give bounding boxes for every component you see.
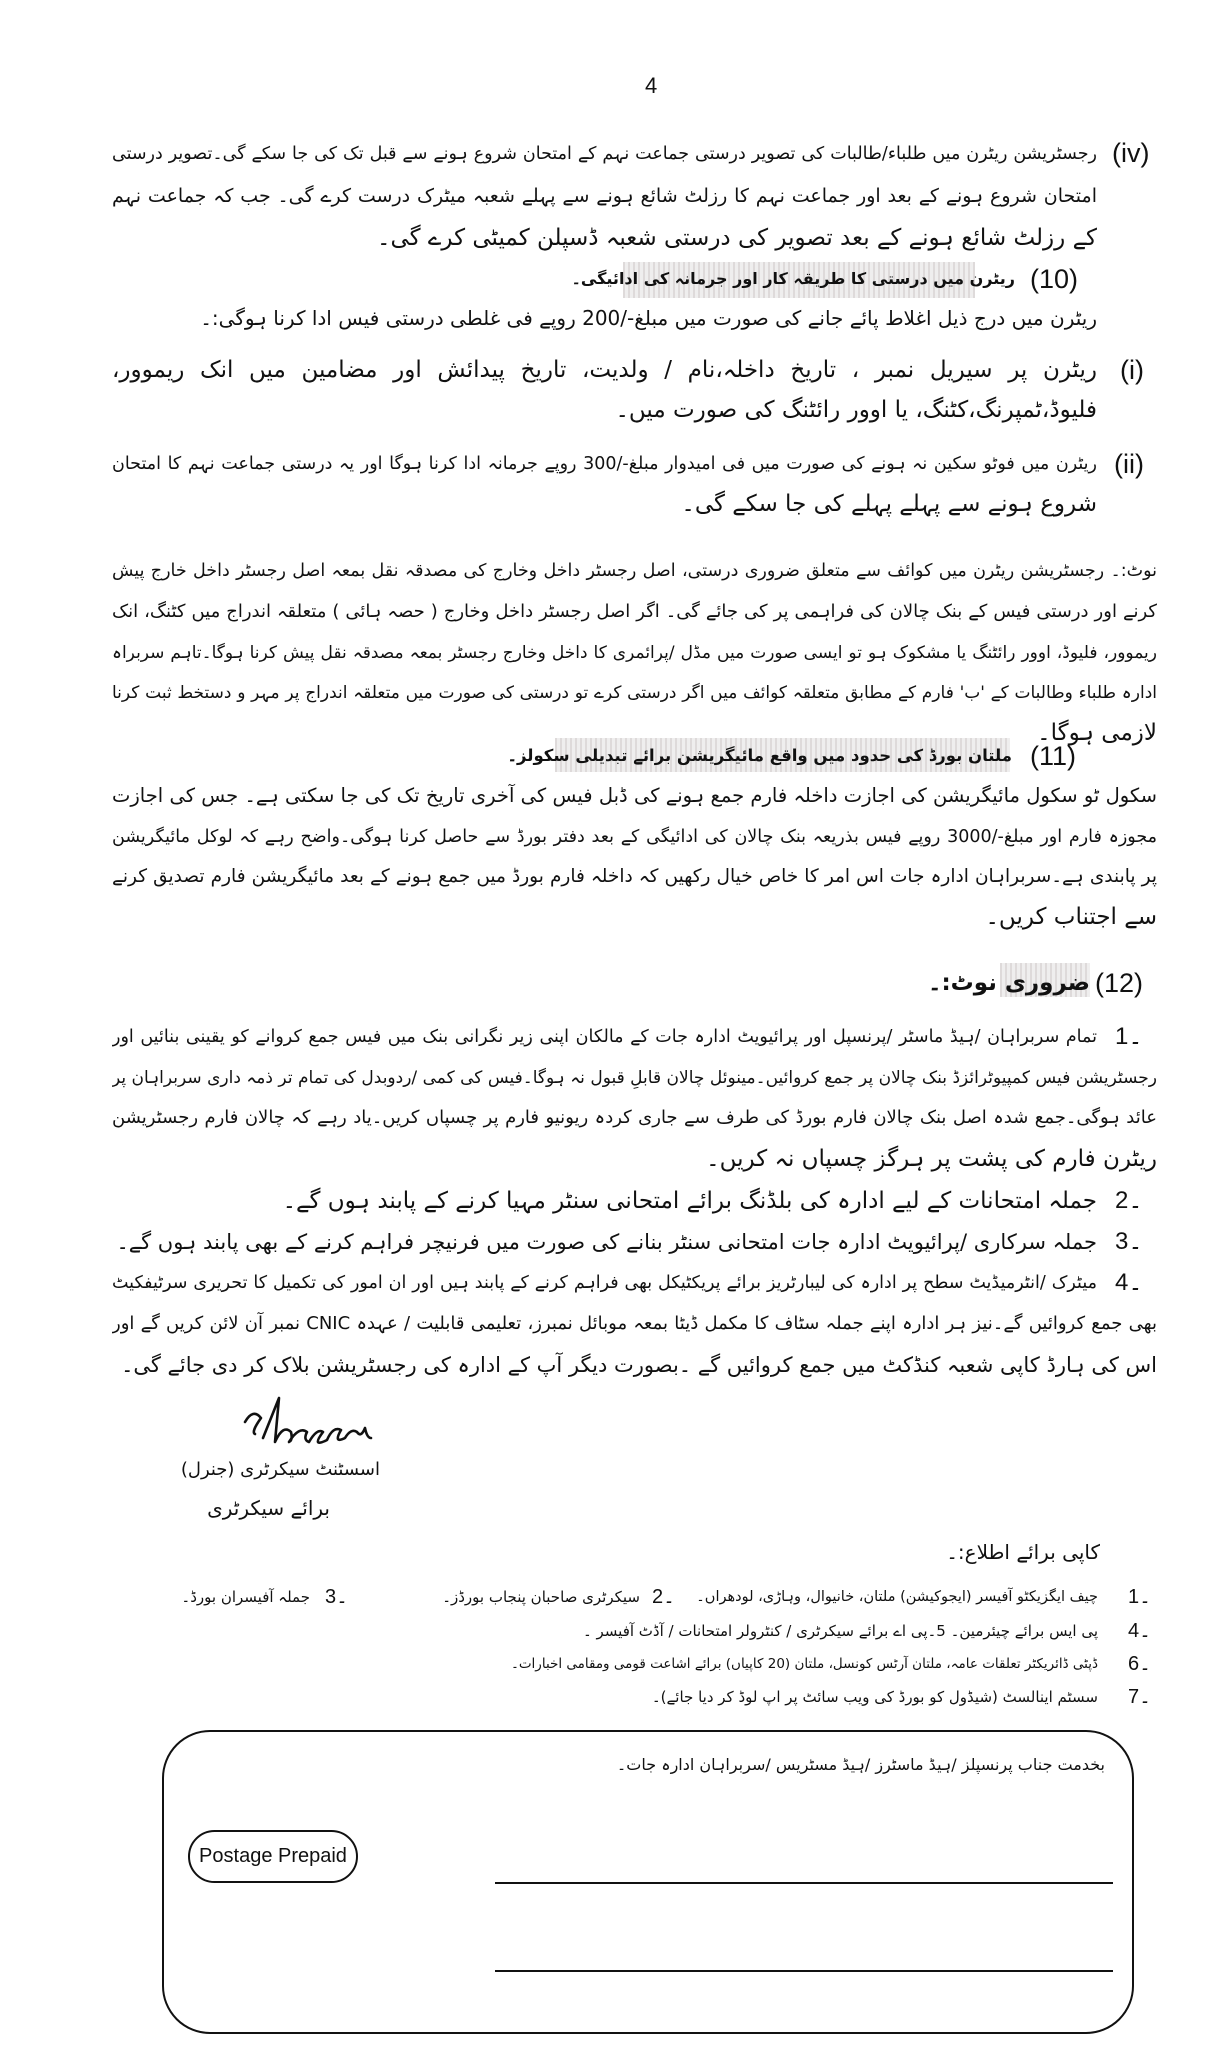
copy-marker-3: 3۔ (325, 1586, 348, 1608)
section-12-marker: (12) (1095, 968, 1144, 998)
copy-item-2: سیکرٹری صاحبان پنجاب بورڈز۔ (442, 1588, 640, 1606)
copy-item-1: چیف ایگزیکٹو آفیسر (ایجوکیشن) ملتان، خانیوال، وہاڑی، لودھراں۔ (696, 1589, 1098, 1605)
section-11-marker: (11) (1030, 741, 1077, 771)
copy-marker-1: 1۔ (1128, 1586, 1151, 1608)
section-10-heading: ریٹرن میں درستی کا طریقہ کار اور جرمانہ کی ادائیگی۔ (571, 269, 1015, 288)
note-item-4-line: اس کی ہارڈ کاپی شعبہ کنڈکٹ میں جمع کروائیں گے ۔بصورت دیگر آپ کے ادارہ کی رجسٹریشن بلاک کر دی جائے گی۔ (121, 1353, 1157, 1377)
section-iv-line: رجسٹریشن ریٹرن میں طلباء/طالبات کی تصویر درستی جماعت نہم کے امتحان شروع ہونے سے قبل تک کی جا سکے گی۔تصویر درستی (112, 144, 1097, 164)
item-marker-i: (i) (1120, 355, 1144, 385)
note-item-4-line: میٹرک /انٹرمیڈیٹ سطح پر ادارہ کی لیبارٹریز برائے پریکٹیکل بھی فراہم کرنے کے پابند ہیں اور ان امور کی تکمیل کا تحریری سرٹیفکیٹ (112, 1273, 1097, 1293)
note-item-marker-3: 3۔ (1115, 1228, 1143, 1255)
copy-item-6: ڈپٹی ڈائریکٹر تعلقات عامہ، ملتان آرٹس کونسل، ملتان (20 کاپیاں) برائے اشاعت قومی ومقامی اخبارات۔ (510, 1656, 1098, 1672)
address-line (495, 1970, 1113, 1972)
note-item-marker-1: 1۔ (1115, 1023, 1143, 1050)
item-marker-ii: (ii) (1114, 449, 1144, 479)
note-item-1-line: تمام سربراہان /ہیڈ ماسٹر /پرنسپل اور پرائیویٹ ادارہ جات کے مالکان اپنی زیر نگرانی بنک میں فیس جمع کروانے کو یقینی بنائیں اور (112, 1027, 1097, 1047)
item-ii-line: ریٹرن میں فوٹو سکین نہ ہونے کی صورت میں فی امیدوار مبلغ-/300 روپے جرمانہ ادا کرنا ہوگا اور یہ درستی جماعت نہم کا امتحان (112, 454, 1097, 474)
note-item-2-line: جملہ امتحانات کے لیے ادارہ کی بلڈنگ برائے امتحانی سنٹر مہیا کرنے کے پابند ہوں گے۔ (282, 1188, 1097, 1214)
section-11-line: پر پابندی ہے۔سربراہان ادارہ جات اس امر کا خاص خیال رکھیں کہ داخلہ فارم بورڈ میں جمع ہونے کے بعد مائیگریشن فارم تصدیق کرنے (112, 866, 1157, 887)
section-11-heading: ملتان بورڈ کی حدود میں واقع مائیگریشن برائے تبدیلی سکولز۔ (507, 746, 1012, 765)
note-line: کرنے اور درستی فیس کے بنک چالان کی فراہمی پر کی جائے گی۔ اگر اصل رجسٹر داخل وخارج ( حصہ ہائی ) متعلقہ اندراج میں کٹنگ، انک (112, 601, 1157, 622)
note-item-1-line: عائد ہوگی۔جمع شدہ اصل بنک چالان فارم بورڈ کی طرف سے جاری کردہ ریونیو فارم پر چسپاں کریں۔یاد رہے کہ چالان فارم رجسٹریشن (112, 1107, 1157, 1128)
item-i-line: ریٹرن پر سیریل نمبر ، تاریخ داخلہ،نام / ولدیت، تاریخ پیدائش اور مضامین میں انک ریموور، (112, 357, 1097, 383)
note-line: نوٹ:۔ رجسٹریشن ریٹرن میں کوائف سے متعلق ضروری درستی، اصل رجسٹر داخل وخارج کی مصدقہ نقل بمعہ اصل رجسٹر داخل خارج پیش (112, 561, 1157, 581)
section-11-line: سے اجتناب کریں۔ (985, 904, 1157, 930)
signatory-title: اسسٹنٹ سیکرٹری (جنرل) (180, 1459, 380, 1480)
note-item-marker-4: 4۔ (1115, 1269, 1143, 1296)
note-line: ریموور، فلیوڈ، اوور رائٹنگ یا مشکوک ہو تو ایسی صورت میں مڈل /پرائمری کا داخل وخارج رجسٹر بمعہ مصدقہ نقل پیش کرنا ہوگا۔تاہم سربراہ (112, 643, 1157, 663)
postage-prepaid-stamp: Postage Prepaid (188, 1830, 358, 1883)
signatory-for: برائے سیکرٹری (207, 1496, 330, 1520)
note-line: لازمی ہوگا۔ (1037, 720, 1157, 746)
copy-marker-6: 6۔ (1128, 1653, 1151, 1675)
copy-to-heading: کاپی برائے اطلاع:۔ (946, 1540, 1100, 1564)
section-11-line: سکول ٹو سکول مائیگریشن کی اجازت داخلہ فارم جمع ہونے کی ڈبل فیس کی آخری تاریخ تک کی جا سکتی ہے۔ جس کی اجازت (112, 784, 1157, 807)
section-10-intro: ریٹرن میں درج ذیل اغلاط پائے جانے کی صورت میں مبلغ-/200 روپے فی غلطی درستی فیس ادا کرنا ہوگی:۔ (200, 306, 1097, 330)
item-marker-iv: (iv) (1112, 138, 1150, 168)
copy-marker-4: 4۔ (1128, 1620, 1151, 1642)
note-item-3-line: جملہ سرکاری /پرائیویٹ ادارہ جات امتحانی سنٹر بنانے کی صورت میں فرنیچر فراہم کرنے کے بھی پابند ہوں گے۔ (116, 1230, 1097, 1254)
item-i-line: فلیوڈ،ٹمپرنگ،کٹنگ، یا اوور رائٹنگ کی صورت میں۔ (615, 397, 1097, 423)
note-item-marker-2: 2۔ (1115, 1187, 1143, 1214)
copy-item-3: جملہ آفیسران بورڈ۔ (181, 1588, 310, 1606)
note-item-4-line: بھی جمع کروائیں گے۔نیز ہر ادارہ اپنے جملہ سٹاف کا مکمل ڈیٹا بمعہ موبائل نمبرز، تعلیمی قابلیت / عہدہ CNIC نمبر آن لائن کریں گے اور (112, 1313, 1157, 1334)
note-item-1-line: ریٹرن فارم کی پشت پر ہرگز چسپاں نہ کریں۔ (706, 1146, 1157, 1172)
section-iv-line: کے رزلٹ شائع ہونے کے بعد تصویر کی درستی شعبہ ڈسپلن کمیٹی کرے گی۔ (377, 225, 1097, 251)
copy-item-7: سسٹم اینالسٹ (شیڈول کو بورڈ کی ویب سائٹ پر اپ لوڈ کر دیا جائے)۔ (651, 1688, 1098, 1706)
copy-marker-7: 7۔ (1128, 1686, 1151, 1708)
note-line: ادارہ طلباء وطالبات کے 'ب' فارم کے مطابق متعلقہ کوائف میں اگر درستی کرے تو درستی کی صورت میں متعلقہ اندراج پر مہر و دستخط ثبت کرنا (112, 683, 1157, 703)
address-line (495, 1882, 1113, 1884)
section-12-heading: ضروری نوٹ:۔ (928, 970, 1090, 996)
copy-marker-2: 2۔ (652, 1586, 675, 1608)
item-ii-line: شروع ہونے سے پہلے پہلے کی جا سکے گی۔ (681, 491, 1097, 517)
copy-item-4: پی ایس برائے چیئرمین۔ 5۔پی اے برائے سیکرٹری / کنٹرولر امتحانات / آڈٹ آفیسر ۔ (582, 1622, 1098, 1640)
section-iv-line: امتحان شروع ہونے کے بعد اور جماعت نہم کا رزلٹ شائع ہونے سے پہلے شعبہ میٹرک درست کرے گی۔ جب کہ جماعت نہم (112, 185, 1097, 207)
address-to: بخدمت جناب پرنسپلز /ہیڈ ماسٹرز /ہیڈ مسٹریس /سربراہان ادارہ جات۔ (616, 1755, 1105, 1774)
page-number: 4 (645, 73, 658, 98)
section-11-line: مجوزہ فارم اور مبلغ-/3000 روپے فیس بذریعہ بنک چالان کی ادائیگی کے بعد دفتر بورڈ سے حاصل کرنا ہوگی۔واضح رہے کہ لوکل مائیگریشن (112, 827, 1157, 847)
section-10-marker: (10) (1030, 264, 1079, 294)
note-item-1-line: رجسٹریشن فیس کمپیوٹرائزڈ بنک چالان پر جمع کروائیں۔مینوئل چالان قابلِ قبول نہ ہوگا۔فیس کی کمی /ردوبدل کی تمام تر ذمہ داری سربراہان پر (112, 1068, 1157, 1088)
